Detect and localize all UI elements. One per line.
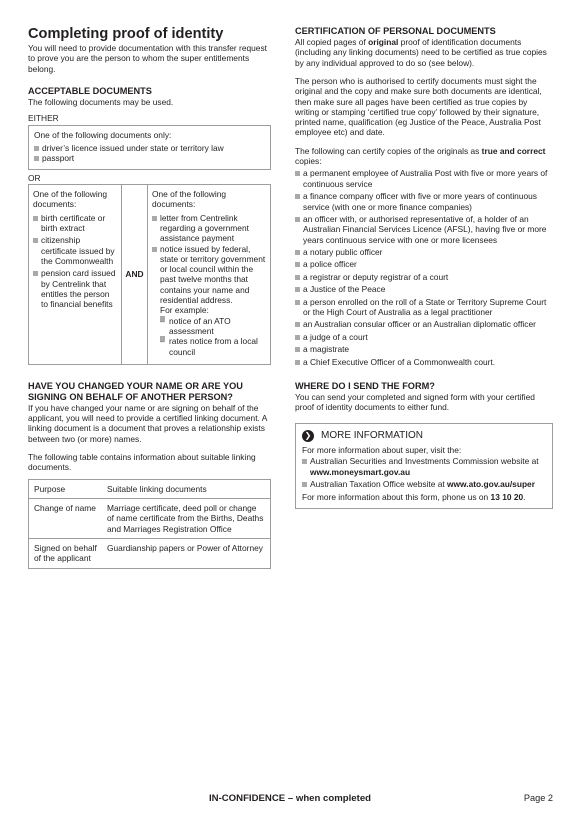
either-label: EITHER (28, 113, 59, 124)
right-column (295, 26, 553, 509)
secondary-left-title: One of the following documents: (33, 188, 108, 210)
list-item (152, 244, 266, 358)
secondary-documents-box (28, 184, 271, 365)
list-item: a police officer (295, 259, 553, 269)
list-item: driver’s licence issued under state or territory law (34, 143, 265, 153)
confidentiality-footer: IN-CONFIDENCE – when completed (208, 793, 372, 804)
info-phone (302, 492, 546, 502)
certification-paragraph-2: The person who is authorised to certify documents must sight the original and the copy and make sure both documents are identical, then make sure all pages have been certified as true copies by writing or stamping ‘certified true copy’ followed by their signature, printed name, qualification (eg Justice of the Peace, Australia Post employee etc) and date. (295, 75, 542, 138)
text-span: For more information about this form, phone us on (302, 492, 491, 503)
arrow-right-icon: ❯ (302, 430, 314, 442)
name-change-heading: HAVE YOU CHANGED YOUR NAME OR ARE YOU SIGNING ON BEHALF OF ANOTHER PERSON? (28, 381, 243, 402)
list-item: a judge of a court (295, 332, 553, 342)
page-title: Completing proof of identity (28, 26, 224, 42)
certification-heading: CERTIFICATION OF PERSONAL DOCUMENTS (295, 26, 496, 36)
phone-number[interactable]: 13 10 20 (490, 492, 524, 503)
more-information-header (302, 430, 546, 442)
table-row (29, 499, 271, 539)
list-item (302, 479, 546, 489)
table-cell: Guardianship papers or Power of Attorney (102, 539, 271, 569)
ato-link[interactable]: www.ato.gov.au/super (447, 478, 535, 489)
list-item: a magistrate (295, 344, 553, 354)
notice-text: notice issued by federal, state or territory government or local council within the past twelve months that contains your name and residential address. (160, 243, 266, 306)
list-item: a registrar or deputy registrar of a court (295, 272, 553, 282)
more-information-box (295, 423, 553, 509)
table-header: Suitable linking documents (102, 479, 271, 498)
table-header-row (29, 479, 271, 498)
info-links-list (302, 456, 546, 489)
text-span: Australian Securities and Investments Commission website at (310, 456, 539, 467)
secondary-right-list (152, 213, 266, 358)
secondary-documents-left (29, 185, 122, 364)
table-cell: Signed on behalf of the applicant (29, 539, 103, 569)
left-column (28, 26, 271, 569)
table-cell: Change of name (29, 499, 103, 539)
for-example-label: For example: (160, 305, 209, 316)
acceptable-documents-heading: ACCEPTABLE DOCUMENTS (28, 86, 152, 97)
text-span: All copied pages of (295, 36, 369, 47)
name-change-paragraph: If you have changed your name or are signing on behalf of the applicant, you will need to provide a certified linking document. A linking document is a document that proves a relationship exists between two (or more) names. (28, 402, 267, 444)
bold-text: true and correct (481, 145, 546, 156)
or-label: OR (28, 172, 41, 183)
list-item: a finance company officer with five or more years of continuous service (with one or more finance companies) (295, 191, 553, 212)
table-cell: Marriage certificate, deed poll or change of name certificate from the Births, Deaths and Marriages Registration Office (102, 499, 271, 539)
secondary-left-list (33, 213, 117, 310)
secondary-documents-right (148, 185, 270, 364)
text-span: The following can certify copies of the originals as (295, 145, 482, 156)
and-label: AND (122, 185, 148, 364)
intro-text: You will need to provide documentation with this transfer request to prove you are the person to whom the super entitlements belong. (28, 43, 267, 74)
list-item: letter from Centrelink regarding a government assistance payment (152, 213, 266, 244)
list-item: pension card issued by Centrelink that entitles the person to financial benefits (33, 268, 117, 309)
list-item: a notary public officer (295, 247, 553, 257)
text-span: Australian Taxation Office website at (310, 478, 448, 489)
primary-documents-list (34, 143, 265, 164)
moneysmart-link[interactable]: www.moneysmart.gov.au (310, 466, 411, 477)
send-form-heading: WHERE DO I SEND THE FORM? (295, 381, 435, 392)
table-row (29, 539, 271, 569)
send-form-paragraph: You can send your completed and signed form with your certified proof of identity documents to either fund. (295, 392, 535, 413)
examples-list (160, 316, 266, 357)
list-item: an Australian consular officer or an Australian diplomatic officer (295, 319, 553, 329)
list-item (302, 456, 546, 477)
linking-table-intro: The following table contains information about suitable linking documents. (28, 452, 256, 473)
text-span: copies: (295, 156, 322, 167)
primary-documents-box (28, 125, 271, 170)
list-item: a Justice of the Peace (295, 284, 553, 294)
list-item: an officer with, or authorised representative of, a holder of an Australian Financial Services Licence (AFSL), having five or more years continuous service with one or more licensees (295, 214, 553, 245)
list-item: a Chief Executive Officer of a Commonwealth court. (295, 357, 553, 367)
list-item: citizenship certificate issued by the Commonwealth (33, 235, 117, 266)
certification-paragraph-1 (295, 37, 553, 68)
certification-paragraph-3 (295, 146, 553, 167)
table-header: Purpose (29, 479, 103, 498)
secondary-right-title: One of the following documents: (152, 188, 227, 210)
list-item: passport (34, 153, 265, 163)
list-item: – rates notice from a local council (160, 336, 266, 357)
linking-documents-table (28, 479, 271, 569)
text-span: proof of identification documents (including any linking documents) need to be certified as true copies by any individual approved to do so (see below). (295, 36, 547, 68)
list-item: – notice of an ATO assessment (160, 316, 266, 337)
info-intro: For more information about super, visit the: (302, 444, 462, 455)
list-item: a person enrolled on the roll of a State or Territory Supreme Court or the High Court of Australia as a legal practitioner (295, 297, 553, 318)
certifiers-list (295, 168, 553, 367)
more-information-title: MORE INFORMATION (321, 429, 424, 441)
list-item: birth certificate or birth extract (33, 213, 117, 234)
primary-documents-title: One of the following documents only: (34, 129, 172, 140)
page-number: Page 2 (523, 793, 553, 803)
acceptable-documents-subtext: The following documents may be used. (28, 96, 174, 107)
text-span: . (523, 492, 526, 503)
list-item: a permanent employee of Australia Post with five or more years of continuous service (295, 168, 553, 189)
bold-text: original (368, 36, 399, 47)
